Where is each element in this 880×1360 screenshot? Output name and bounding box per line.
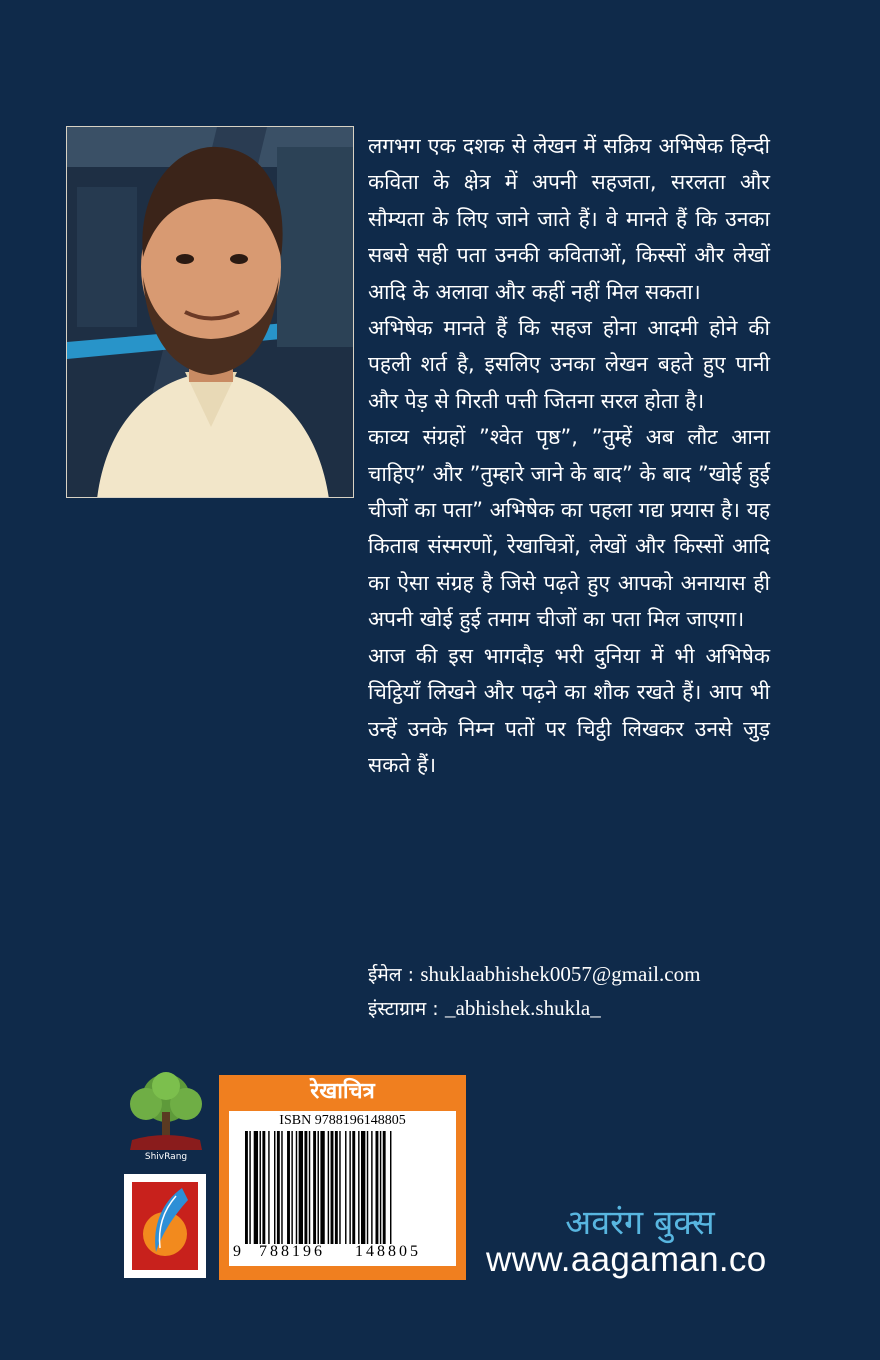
barcode-bar: [380, 1131, 381, 1244]
barcode-bar: [335, 1131, 338, 1244]
instagram-label: इंस्टाग्राम :: [368, 998, 439, 1020]
barcode-bar: [367, 1131, 368, 1244]
isbn-number: ISBN 9788196148805: [279, 1113, 406, 1128]
barcode-bar: [274, 1131, 275, 1244]
barcode-bar: [352, 1131, 355, 1244]
instagram-handle[interactable]: _abhishek.shukla_: [445, 996, 601, 1020]
bio-paragraph: लगभग एक दशक से लेखन में सक्रिय अभिषेक हिन्दी कविता के क्षेत्र में अपनी सहजता, सरलता और सौम्यता के लिए जाने जाते हैं। वे मानते हैं कि उनका सबसे सही पता उनकी कविताओं, किस्सों और लेखों आदि के अलावा और कहीं नहीं मिल सकता।: [368, 134, 770, 304]
email-label: ईमेल :: [368, 964, 415, 986]
imprint-name: अवरंग बुक्स: [565, 1203, 715, 1243]
barcode-digit-first: 9: [233, 1243, 241, 1260]
contact-info: [368, 958, 788, 1026]
barcode-bar: [249, 1131, 250, 1244]
book-category: रेखाचित्र: [310, 1079, 375, 1104]
barcode-digit-group1: 788196: [259, 1243, 325, 1260]
barcode-bar: [254, 1131, 258, 1244]
barcode-bar: [299, 1131, 303, 1244]
instagram-row: [368, 992, 788, 1026]
barcode-bar: [262, 1131, 265, 1244]
barcode-bar: [260, 1131, 261, 1244]
barcode-bar: [287, 1131, 290, 1244]
barcode-bar: [390, 1131, 391, 1244]
tree-logo: [122, 1070, 210, 1162]
author-portrait-illustration: [67, 127, 354, 498]
bio-paragraph: आज की इस भागदौड़ भरी दुनिया में भी अभिषेक चिट्ठियाँ लिखने और पढ़ने का शौक रखते हैं। आप भी उन्हें उनके निम्न पतों पर चिट्ठी लिखकर उनसे जुड़ सकते हैं।: [368, 643, 770, 777]
barcode-bar: [309, 1131, 310, 1244]
barcode-bar: [268, 1131, 269, 1244]
barcode-area: [229, 1111, 456, 1266]
barcode-bar: [361, 1131, 365, 1244]
barcode-bar: [345, 1131, 346, 1244]
barcode-bar: [318, 1131, 319, 1244]
tree-icon: [122, 1070, 210, 1162]
author-photo: [66, 126, 354, 498]
barcode-bar: [371, 1131, 372, 1244]
bio-paragraph: अभिषेक मानते हैं कि सहज होना आदमी होने की पहली शर्त है, इसलिए उनका लेखन बहते हुए पानी और पेड़ से गिरती पत्ती जितना सरल होता है।: [368, 316, 770, 413]
barcode-bar: [281, 1131, 282, 1244]
barcode-bar: [245, 1131, 248, 1244]
barcode-bar: [296, 1131, 297, 1244]
barcode-icon: [243, 1131, 451, 1244]
barcode-bar: [376, 1131, 379, 1244]
barcode-bar: [320, 1131, 324, 1244]
quill-icon: [132, 1182, 198, 1270]
publisher-logo: [124, 1174, 206, 1278]
author-bio: [368, 128, 770, 783]
barcode-bar: [349, 1131, 350, 1244]
bio-paragraph: काव्य संग्रहों ”श्वेत पृष्ठ”, ”तुम्हें अब लौट आना चाहिए” और ”तुम्हारे जाने के बाद” के बाद ”खोई हुई चीजों का पता” अभिषेक का पहला गद्य प्रयास है। यह किताब संस्मरणों, रेखाचित्रों, लेखों और किस्सों आदि का ऐसा संग्रह है जिसे पढ़ते हुए आपको अनायास ही अपनी खोई हुई तमाम चीजों का पता मिल जाएगा।: [368, 425, 770, 632]
barcode-bar: [358, 1131, 359, 1244]
barcode-bar: [328, 1131, 329, 1244]
barcode-bar: [383, 1131, 386, 1244]
barcode-bar: [339, 1131, 340, 1244]
barcode-digit-group2: 148805: [355, 1243, 421, 1260]
barcode-digits: [229, 1243, 456, 1265]
barcode-bar: [277, 1131, 280, 1244]
tree-logo-text: ShivRang: [144, 1152, 188, 1162]
website-url[interactable]: www.aagaman.co: [486, 1240, 767, 1279]
barcode-bar: [313, 1131, 316, 1244]
isbn-barcode-panel: [219, 1075, 466, 1280]
barcode-bar: [291, 1131, 292, 1244]
barcode-bar: [331, 1131, 334, 1244]
email-address[interactable]: shuklaabhishek0057@gmail.com: [420, 962, 701, 986]
barcode-bar: [304, 1131, 307, 1244]
email-row: [368, 958, 788, 992]
